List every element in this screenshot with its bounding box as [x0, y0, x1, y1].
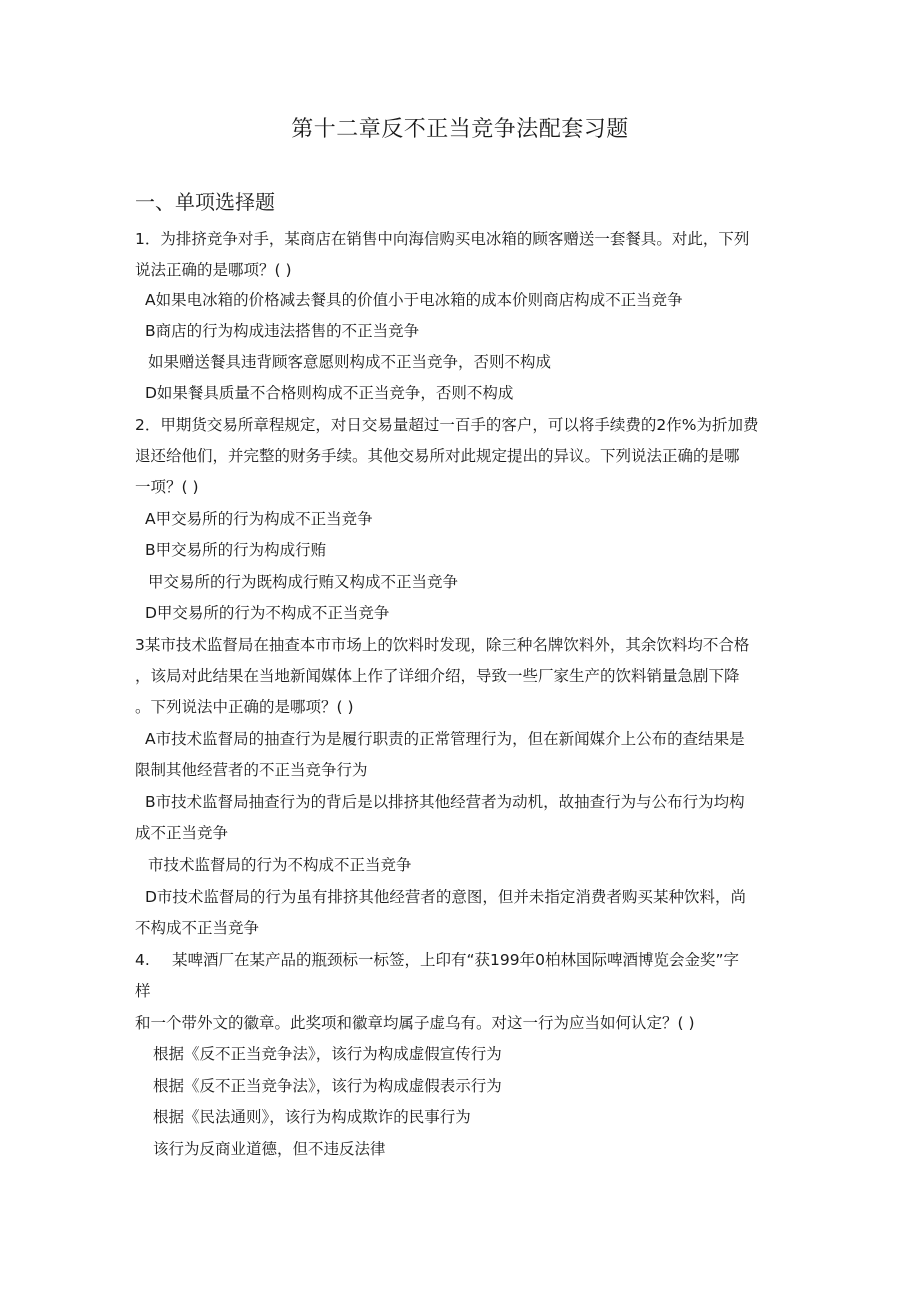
question-3-option-c: 市技术监督局的行为不构成不正当竞争: [148, 856, 412, 874]
question-3-stem-line-1: 3某市技术监督局在抽查本市市场上的饮料时发现，除三种名牌饮料外，其余饮料均不合格: [135, 636, 750, 654]
question-2-option-c: 甲交易所的行为既构成行贿又构成不正当竞争: [148, 573, 459, 591]
question-3-option-d-line-1: D市技术监督局的行为虽有排挤其他经营者的意图，但并未指定消费者购买某种饮料，尚: [145, 888, 746, 906]
question-4-number: 4.: [135, 951, 150, 969]
question-4-option-a: 根据《反不正当竞争法》，该行为构成虚假宣传行为: [153, 1045, 502, 1063]
section-heading: 一、单项选择题: [135, 190, 275, 214]
question-1-stem-line-1: 1．为排挤竞争对手，某商店在销售中向海信购买电冰箱的顾客赠送一套餐具。对此，下列: [135, 230, 750, 248]
question-3-stem-line-2: ，该局对此结果在当地新闻媒体上作了详细介绍，导致一些厂家生产的饮料销量急剧下降: [135, 667, 740, 685]
question-3-option-a-line-1: A市技术监督局的抽查行为是履行职责的正常管理行为，但在新闻媒介上公布的查结果是: [145, 730, 745, 748]
question-3-option-b-line-2: 成不正当竞争: [135, 824, 229, 842]
question-4-stem-line-1: 某啤酒厂在某产品的瓶颈标一标签，上印有“获199年0柏林国际啤酒博览会金奖”字: [172, 951, 740, 969]
question-3-option-d-line-2: 不构成不正当竞争: [135, 919, 260, 937]
page-title: 第十二章反不正当竞争法配套习题: [291, 117, 629, 142]
question-1-stem-line-2: 说法正确的是哪项？( ): [135, 261, 292, 279]
question-1-option-a: A如果电冰箱的价格减去餐具的价值小于电冰箱的成本价则商店构成不正当竞争: [145, 291, 683, 309]
question-4-option-b: 根据《反不正当竞争法》，该行为构成虚假表示行为: [153, 1077, 502, 1095]
question-3-option-a-line-2: 限制其他经营者的不正当竞争行为: [135, 761, 368, 779]
question-4-stem-line-2: 和一个带外文的徽章。此奖项和徽章均属子虚乌有。对这一行为应当如何认定？( ): [135, 1014, 695, 1032]
question-4-stem-line-1-wrap: 样: [135, 982, 151, 1000]
question-2-stem-line-2: 退还给他们，并完整的财务手续。其他交易所对此规定提出的异议。下列说法正确的是哪: [135, 447, 740, 465]
question-1-option-c: 如果赠送餐具违背顾客意愿则构成不正当竞争，否则不构成: [148, 353, 552, 371]
question-2-option-b: B甲交易所的行为构成行贿: [145, 541, 327, 559]
question-2-stem-line-3: 一项？( ): [135, 478, 199, 496]
question-2-stem-line-1: 2．甲期货交易所章程规定，对日交易量超过一百手的客户，可以将手续费的2作%为折加费: [135, 416, 759, 434]
question-2-option-a: A甲交易所的行为构成不正当竞争: [145, 510, 373, 528]
question-3-option-b-line-1: B市技术监督局抽查行为的背后是以排挤其他经营者为动机，故抽查行为与公布行为均构: [145, 793, 745, 811]
question-1-option-d: D如果餐具质量不合格则构成不正当竞争，否则不构成: [145, 384, 514, 402]
question-4-option-c: 根据《民法通则》，该行为构成欺诈的民事行为: [153, 1108, 471, 1126]
question-1-option-b: B商店的行为构成违法搭售的不正当竞争: [145, 322, 420, 340]
question-2-option-d: D甲交易所的行为不构成不正当竞争: [145, 604, 390, 622]
question-4-option-d: 该行为反商业道德，但不违反法律: [153, 1140, 386, 1158]
question-3-stem-line-3: 。下列说法中正确的是哪项？( ): [135, 698, 354, 716]
